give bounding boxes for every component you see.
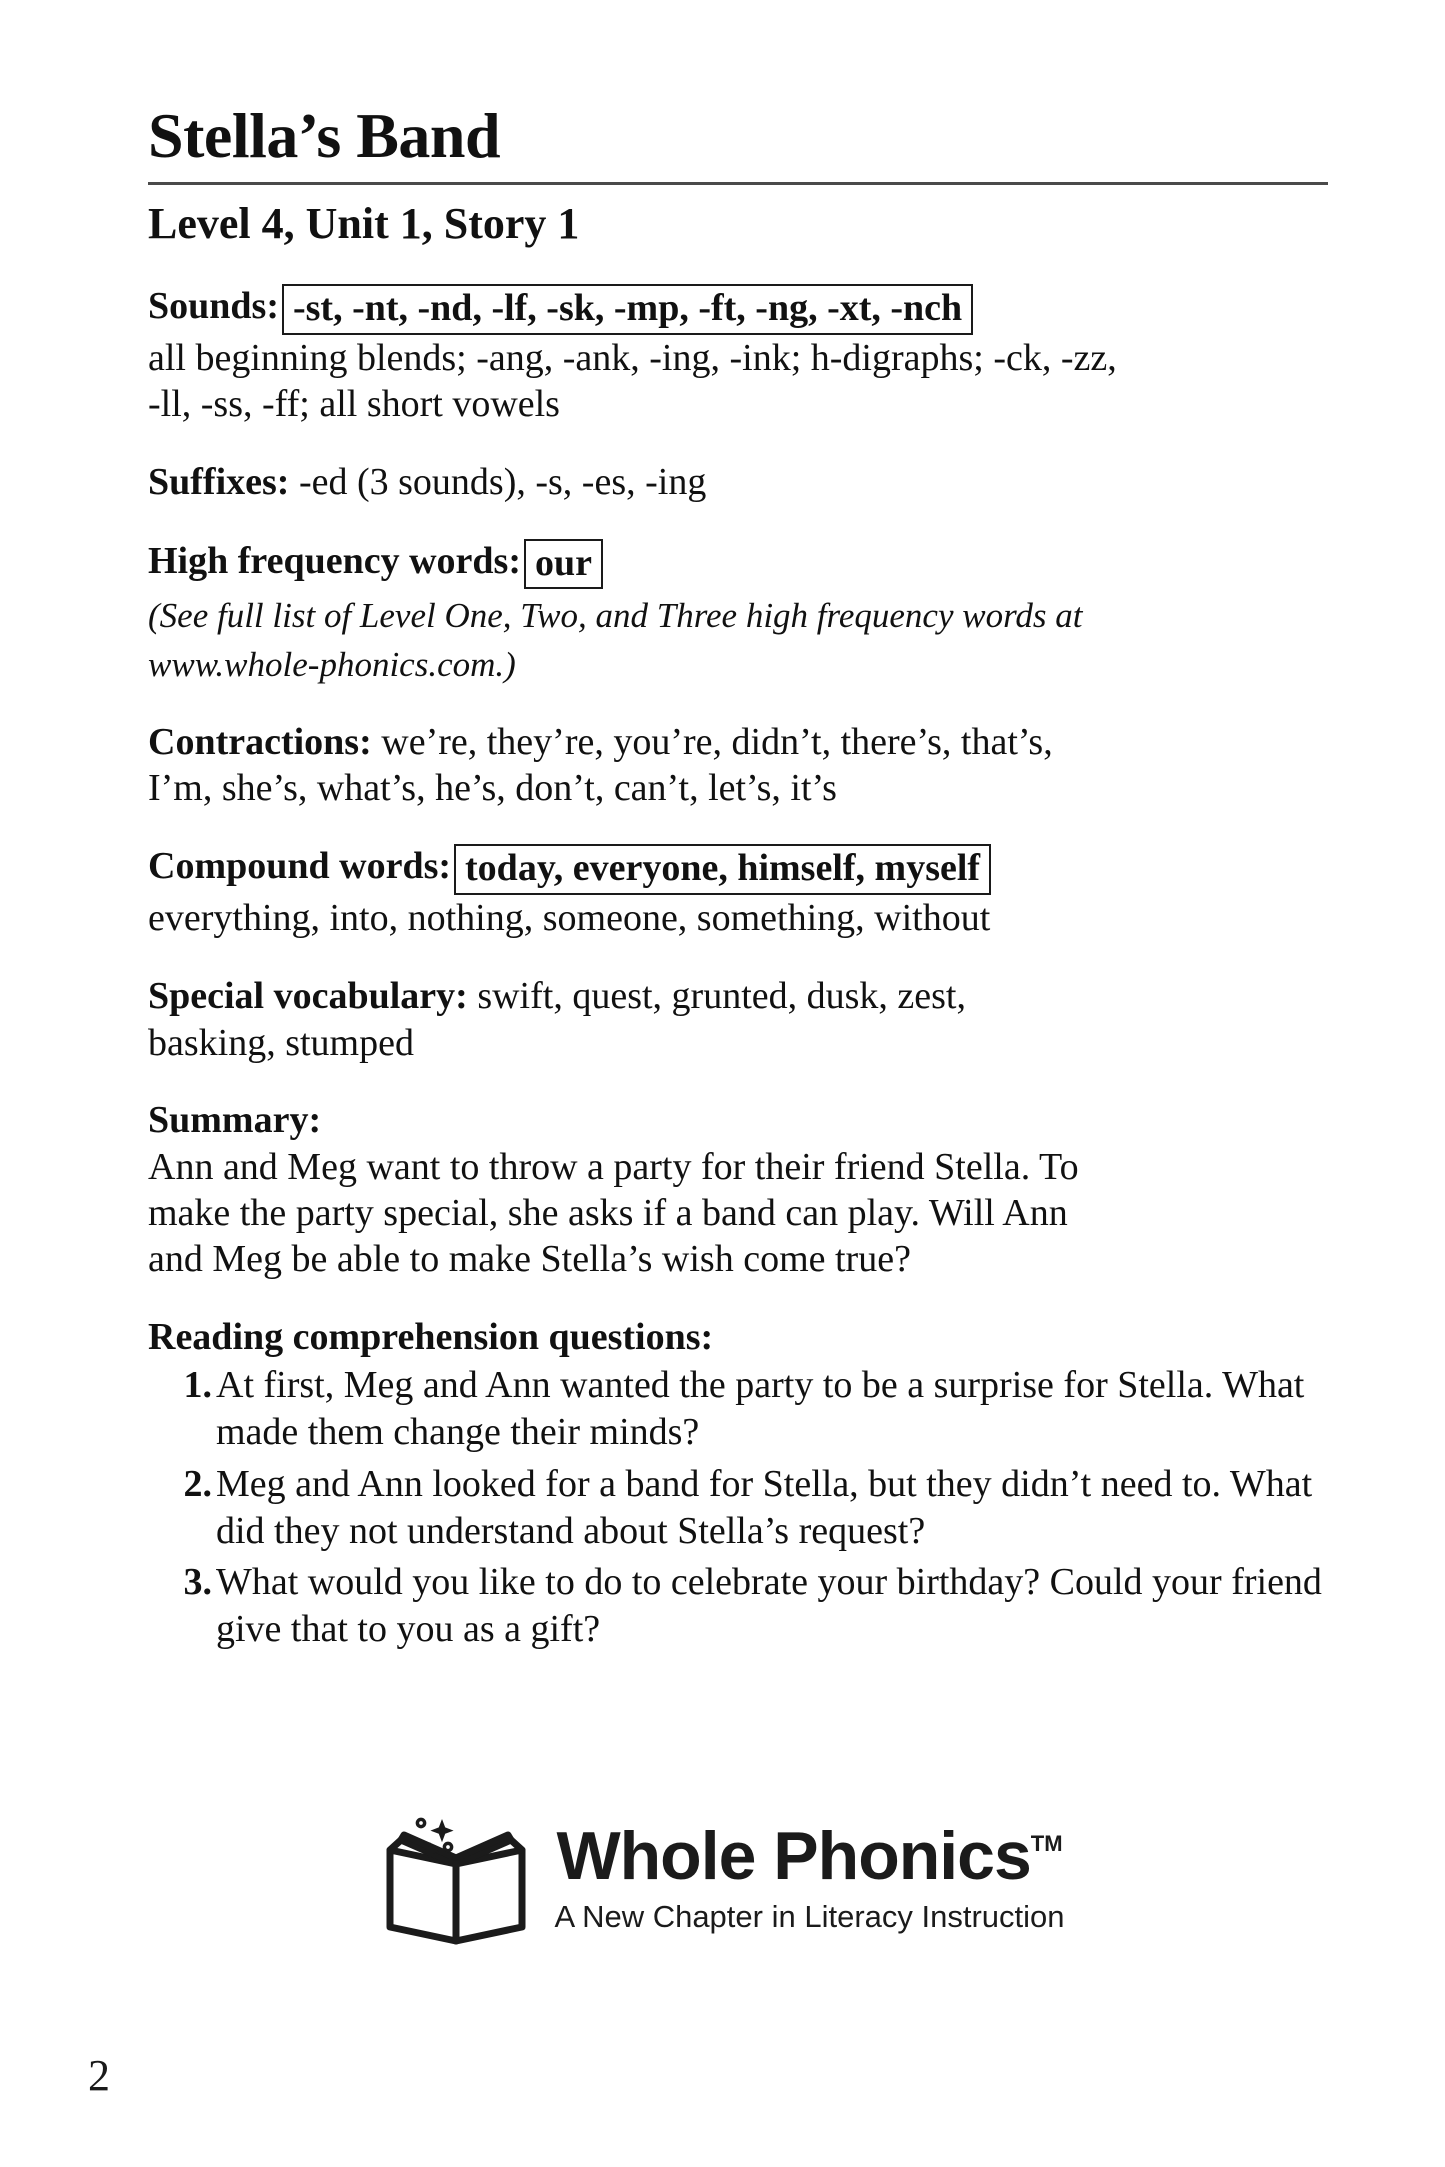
special-vocabulary-line-2: basking, stumped	[148, 1021, 414, 1064]
list-item: Meg and Ann looked for a band for Stella, but they didn’t need to. What did they not understand about Stella’s request?	[216, 1462, 1313, 1552]
sounds-section	[148, 283, 1328, 427]
sounds-line-3: -ll, -ss, -ff; all short vowels	[148, 383, 560, 426]
page-subtitle: Level 4, Unit 1, Story 1	[148, 199, 580, 248]
compound-words-section	[148, 843, 1328, 941]
list-item: What would you like to do to celebrate your birthday? Could your friend give that to you as a gift?	[216, 1560, 1322, 1650]
title-divider	[148, 182, 1328, 185]
contractions-label: Contractions:	[148, 720, 372, 763]
compound-words-label: Compound words:	[148, 845, 452, 888]
contractions-line-2: I’m, she’s, what’s, he’s, don’t, can’t, let’s, it’s	[148, 767, 837, 810]
special-vocabulary-section	[148, 973, 1328, 1066]
logo-wordmark	[556, 1818, 1063, 1894]
page-number: 2	[88, 2051, 110, 2100]
trademark-icon: TM	[1030, 1831, 1063, 1856]
reading-comprehension-label: Reading comprehension questions:	[148, 1315, 714, 1358]
high-frequency-words-label: High frequency words:	[148, 539, 521, 582]
summary-line-2: make the party special, she asks if a band can play. Will Ann	[148, 1192, 1068, 1235]
suffixes-label: Suffixes:	[148, 461, 290, 504]
summary-line-3: and Meg be able to make Stella’s wish come true?	[148, 1238, 911, 1281]
sounds-line-2: all beginning blends; -ang, -ank, -ing, -ink; h-digraphs; -ck, -zz,	[148, 336, 1117, 379]
contractions-section	[148, 719, 1328, 812]
high-frequency-note-line-2: www.whole-phonics.com.)	[148, 645, 516, 685]
high-frequency-note-line-1: (See full list of Level One, Two, and Three high frequency words at	[148, 596, 1083, 636]
page-title: Stella’s Band	[148, 100, 501, 171]
high-frequency-words-section	[148, 538, 1328, 687]
brand-logo	[0, 1795, 1445, 1945]
suffixes-section	[148, 459, 1328, 505]
logo-text-block	[554, 1818, 1065, 1934]
compound-words-boxed-value: today, everyone, himself, myself	[454, 844, 991, 895]
sounds-label: Sounds:	[148, 285, 279, 328]
special-vocabulary-line-1: swift, quest, grunted, dusk, zest,	[477, 975, 966, 1018]
logo-wordmark-text: Whole Phonics	[556, 1818, 1031, 1894]
page-content	[148, 100, 1328, 1685]
list-item: At first, Meg and Ann wanted the party to be a surprise for Stella. What made them change their minds?	[216, 1364, 1305, 1454]
suffixes-value: -ed (3 sounds), -s, -es, -ing	[298, 461, 707, 504]
summary-line-1: Ann and Meg want to throw a party for their friend Stella. To	[148, 1145, 1079, 1188]
high-frequency-words-boxed-value: our	[524, 539, 603, 590]
open-book-icon	[380, 1795, 532, 1945]
reading-comprehension-section	[148, 1315, 1328, 1653]
special-vocabulary-label: Special vocabulary:	[148, 975, 468, 1018]
summary-section	[148, 1098, 1328, 1283]
sounds-boxed-value: -st, -nt, -nd, -lf, -sk, -mp, -ft, -ng, -xt, -nch	[282, 284, 973, 335]
compound-words-line-2: everything, into, nothing, someone, something, without	[148, 897, 991, 939]
logo-lockup	[380, 1795, 1064, 1945]
summary-label: Summary:	[148, 1099, 322, 1142]
reading-comprehension-question-list	[148, 1362, 1328, 1653]
logo-tagline: A New Chapter in Literacy Instruction	[554, 1899, 1065, 1934]
contractions-line-1: we’re, they’re, you’re, didn’t, there’s, that’s,	[381, 720, 1053, 763]
